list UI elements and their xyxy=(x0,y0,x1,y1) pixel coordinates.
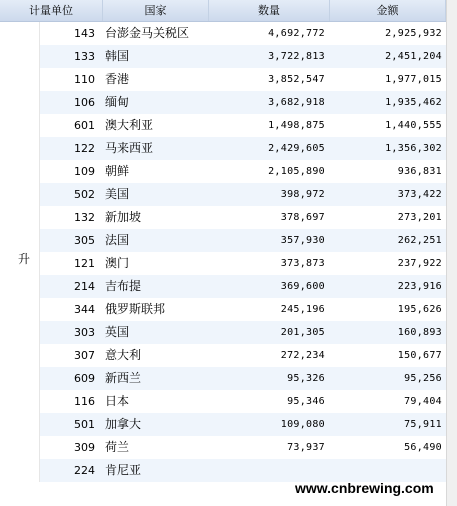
cell-code: 501 xyxy=(74,418,95,431)
cell-code: 305 xyxy=(74,234,95,247)
cell-code: 106 xyxy=(74,96,95,109)
cell-code: 601 xyxy=(74,119,95,132)
cell-country: 俄罗斯联邦 xyxy=(105,302,166,316)
cell-amount: 373,422 xyxy=(397,189,442,200)
table-row[interactable] xyxy=(40,68,446,91)
cell-quantity: 245,196 xyxy=(280,304,325,315)
cell-code: 143 xyxy=(74,27,95,40)
cell-quantity: 2,429,605 xyxy=(268,143,325,154)
cell-country: 澳门 xyxy=(105,256,130,270)
cell-code: 116 xyxy=(74,395,95,408)
vertical-scrollbar[interactable] xyxy=(446,0,457,506)
table-row[interactable] xyxy=(40,321,446,344)
cell-quantity: 4,692,772 xyxy=(268,28,325,39)
cell-country: 马来西亚 xyxy=(105,141,154,155)
cell-quantity: 272,234 xyxy=(280,350,325,361)
cell-quantity: 378,697 xyxy=(280,212,325,223)
table-row[interactable] xyxy=(40,390,446,413)
cell-quantity: 373,873 xyxy=(280,258,325,269)
cell-country: 韩国 xyxy=(105,49,130,63)
cell-amount: 262,251 xyxy=(397,235,442,246)
cell-amount: 1,440,555 xyxy=(385,120,442,131)
cell-code: 121 xyxy=(74,257,95,270)
cell-quantity: 95,346 xyxy=(287,396,325,407)
cell-amount: 237,922 xyxy=(397,258,442,269)
header-country[interactable]: 国家 xyxy=(103,0,209,21)
grid-body xyxy=(0,22,446,482)
cell-quantity: 369,600 xyxy=(280,281,325,292)
cell-code: 344 xyxy=(74,303,95,316)
table-row[interactable] xyxy=(40,183,446,206)
cell-country: 日本 xyxy=(105,394,130,408)
cell-country: 香港 xyxy=(105,72,130,86)
cell-quantity: 3,852,547 xyxy=(268,74,325,85)
cell-amount: 2,925,932 xyxy=(385,28,442,39)
cell-country: 新西兰 xyxy=(105,371,142,385)
header-amount[interactable]: 金额 xyxy=(330,0,446,21)
cell-country: 朝鲜 xyxy=(105,164,130,178)
cell-quantity: 3,722,813 xyxy=(268,51,325,62)
cell-country: 法国 xyxy=(105,233,130,247)
cell-amount: 79,404 xyxy=(404,396,442,407)
table-row[interactable] xyxy=(40,45,446,68)
table-row[interactable] xyxy=(40,137,446,160)
table-row[interactable] xyxy=(40,22,446,45)
cell-code: 307 xyxy=(74,349,95,362)
cell-code: 214 xyxy=(74,280,95,293)
cell-code: 502 xyxy=(74,188,95,201)
cell-country: 台澎金马关税区 xyxy=(105,26,190,40)
table-row[interactable] xyxy=(40,160,446,183)
table-row[interactable] xyxy=(40,436,446,459)
cell-amount: 75,911 xyxy=(404,419,442,430)
watermark: www.cnbrewing.com xyxy=(295,480,434,496)
cell-code: 609 xyxy=(74,372,95,385)
cell-amount: 160,893 xyxy=(397,327,442,338)
cell-amount: 1,356,302 xyxy=(385,143,442,154)
rows-container xyxy=(40,22,446,482)
table-row[interactable] xyxy=(40,298,446,321)
cell-amount: 936,831 xyxy=(397,166,442,177)
cell-country: 英国 xyxy=(105,325,130,339)
table-row[interactable] xyxy=(40,252,446,275)
cell-country: 美国 xyxy=(105,187,130,201)
cell-country: 肯尼亚 xyxy=(105,463,142,477)
unit-cell[interactable] xyxy=(0,22,40,482)
cell-quantity: 201,305 xyxy=(280,327,325,338)
cell-country: 荷兰 xyxy=(105,440,130,454)
cell-amount: 223,916 xyxy=(397,281,442,292)
cell-code: 110 xyxy=(74,73,95,86)
unit-value: 升 xyxy=(18,252,31,266)
cell-quantity: 2,105,890 xyxy=(268,166,325,177)
cell-quantity: 109,080 xyxy=(280,419,325,430)
cell-country: 缅甸 xyxy=(105,95,130,109)
cell-quantity: 3,682,918 xyxy=(268,97,325,108)
cell-quantity: 398,972 xyxy=(280,189,325,200)
cell-amount: 2,451,204 xyxy=(385,51,442,62)
cell-code: 122 xyxy=(74,142,95,155)
table-row[interactable] xyxy=(40,229,446,252)
cell-amount: 1,977,015 xyxy=(385,74,442,85)
cell-country: 澳大利亚 xyxy=(105,118,154,132)
cell-code: 133 xyxy=(74,50,95,63)
table-row[interactable] xyxy=(40,114,446,137)
cell-quantity: 1,498,875 xyxy=(268,120,325,131)
cell-country: 新加坡 xyxy=(105,210,142,224)
cell-amount: 195,626 xyxy=(397,304,442,315)
cell-country: 吉布提 xyxy=(105,279,142,293)
cell-code: 303 xyxy=(74,326,95,339)
header-quantity[interactable]: 数量 xyxy=(209,0,330,21)
cell-quantity: 357,930 xyxy=(280,235,325,246)
cell-amount: 95,256 xyxy=(404,373,442,384)
cell-code: 132 xyxy=(74,211,95,224)
table-row[interactable] xyxy=(40,206,446,229)
cell-amount: 56,490 xyxy=(404,442,442,453)
cell-amount: 1,935,462 xyxy=(385,97,442,108)
cell-country: 加拿大 xyxy=(105,417,142,431)
cell-code: 109 xyxy=(74,165,95,178)
cell-quantity: 73,937 xyxy=(287,442,325,453)
table-row[interactable] xyxy=(40,413,446,436)
table-row[interactable] xyxy=(40,367,446,390)
table-row[interactable] xyxy=(40,91,446,114)
cell-amount: 273,201 xyxy=(397,212,442,223)
cell-code: 309 xyxy=(74,441,95,454)
cell-amount: 150,677 xyxy=(397,350,442,361)
cell-country: 意大利 xyxy=(105,348,142,362)
header-row xyxy=(0,0,446,22)
header-unit[interactable]: 计量单位 xyxy=(0,0,103,21)
table-row[interactable] xyxy=(40,344,446,367)
cell-code: 224 xyxy=(74,464,95,477)
table-row[interactable] xyxy=(40,275,446,298)
cell-quantity: 95,326 xyxy=(287,373,325,384)
